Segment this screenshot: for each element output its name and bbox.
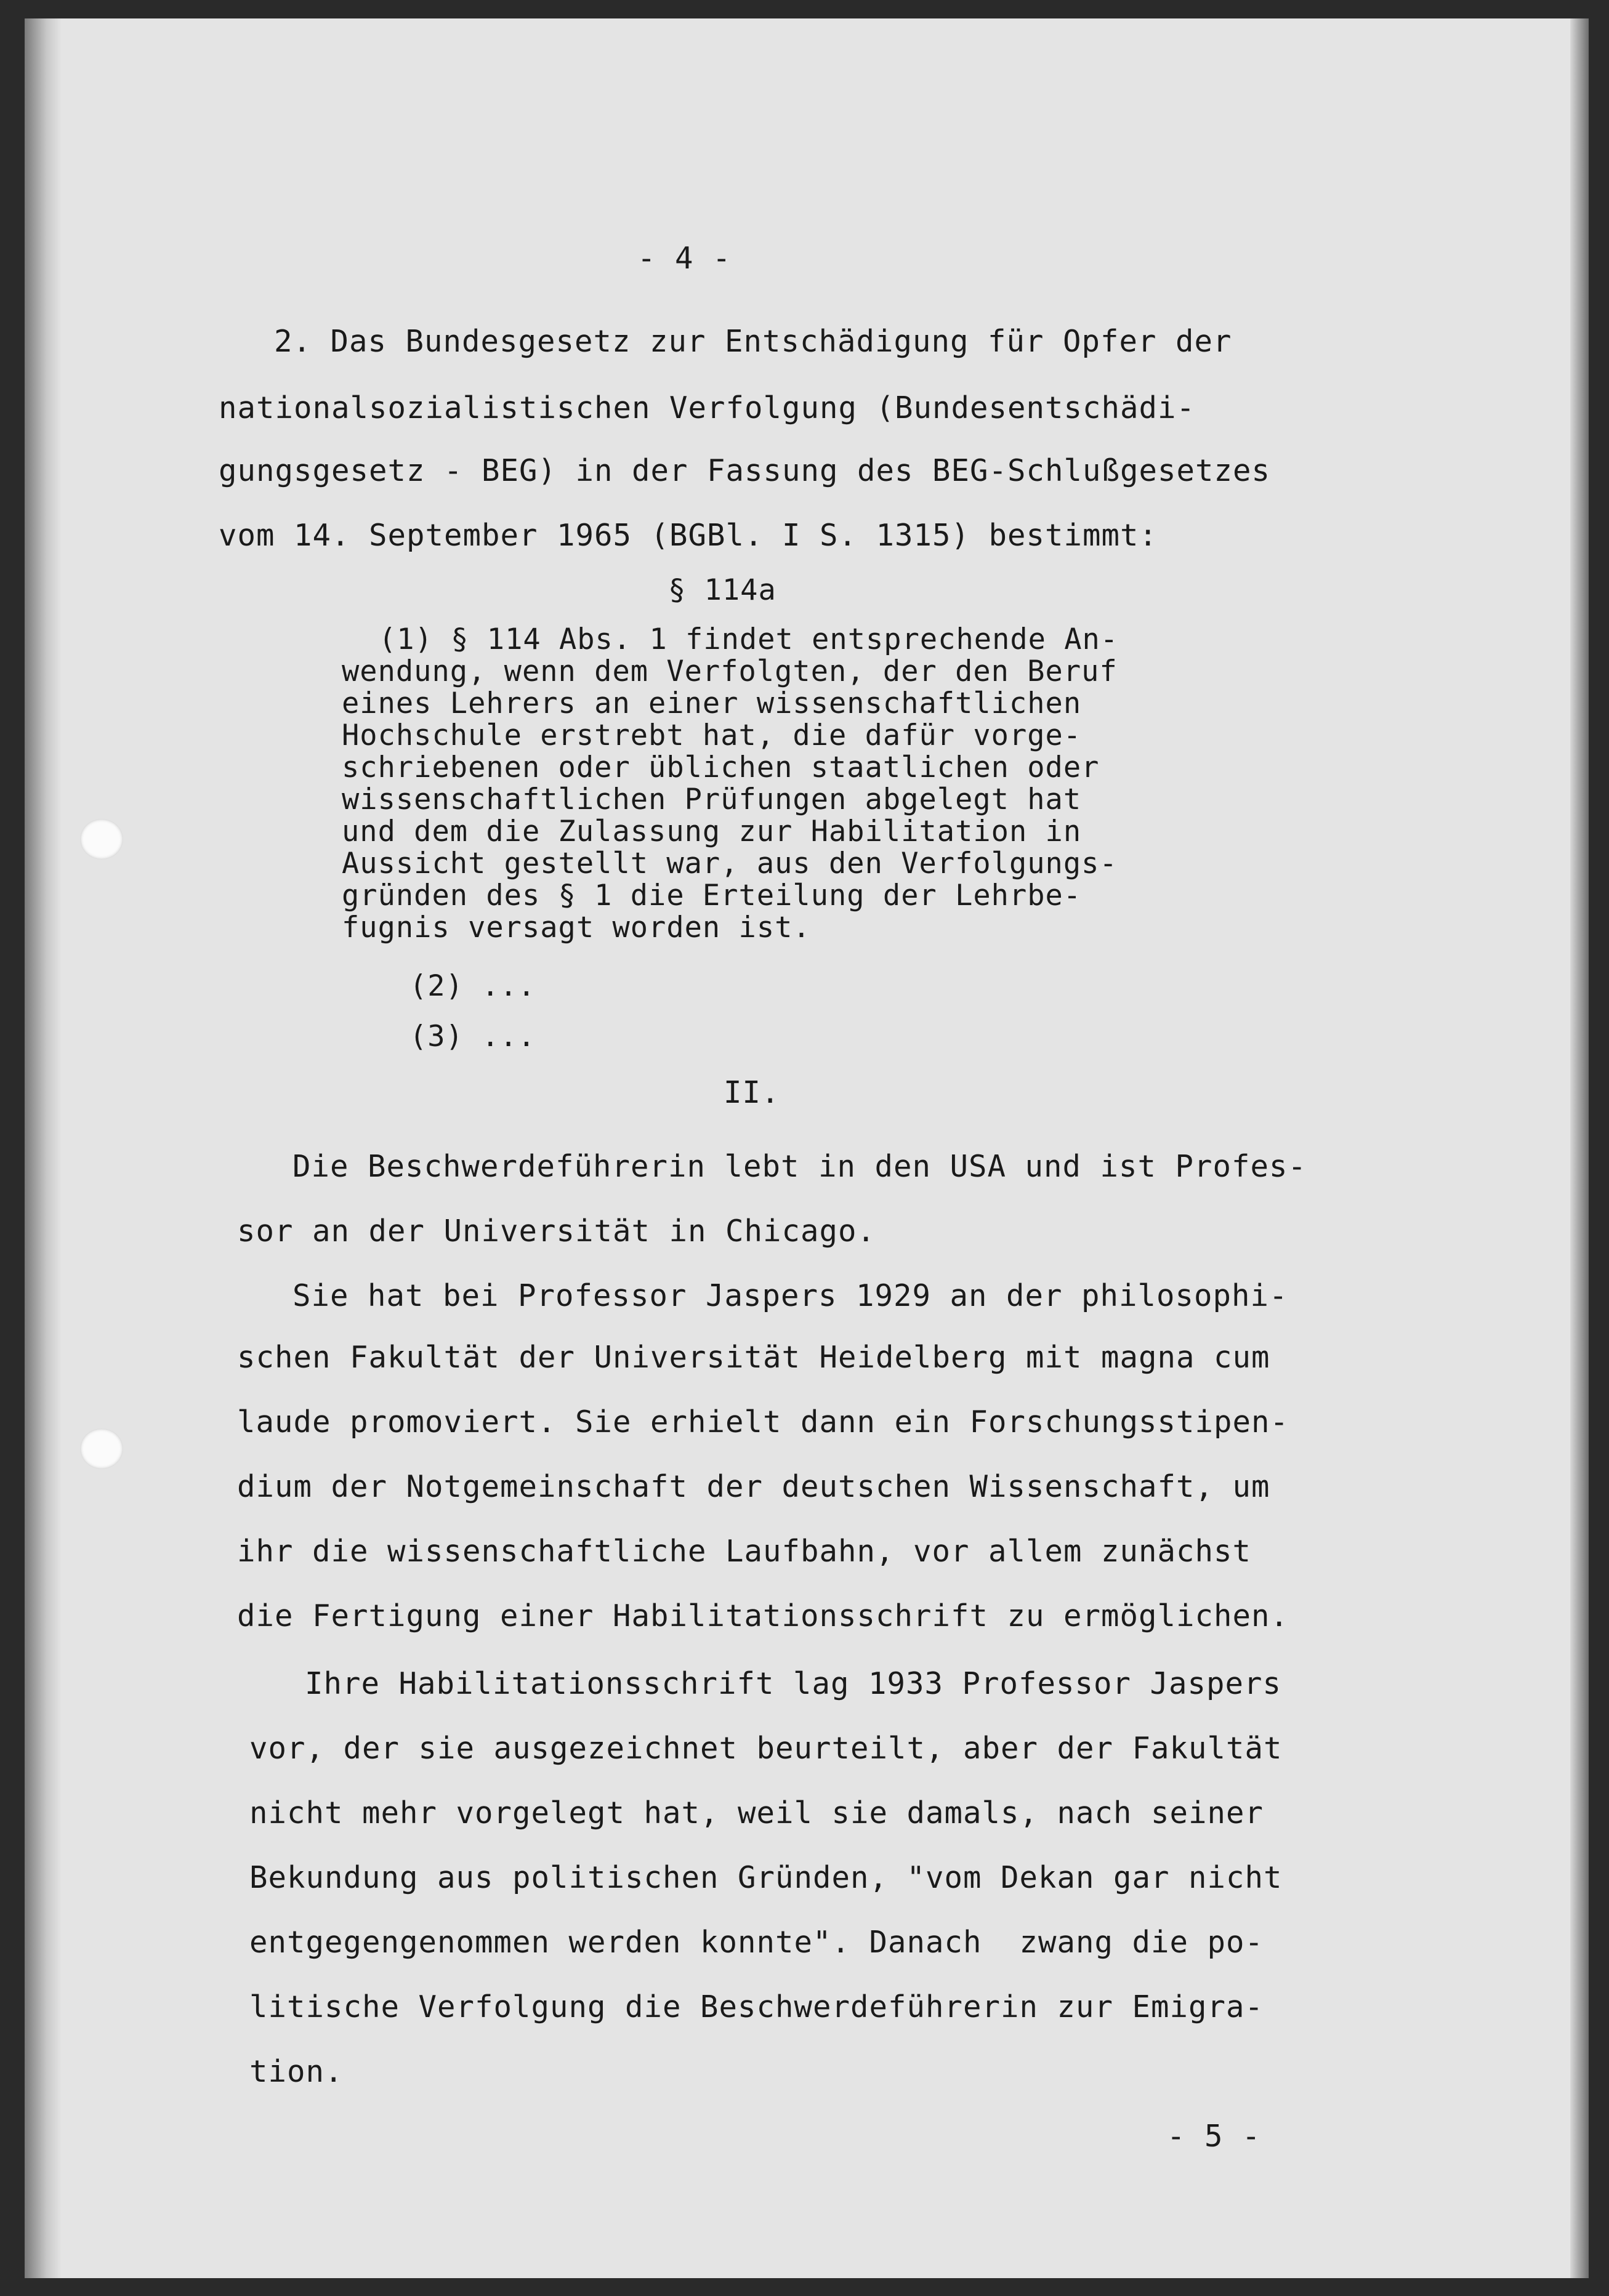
statute-p1-line-3: eines Lehrers an einer wissenschaftlichen xyxy=(342,687,1082,720)
section-ii-c-line-3: nicht mehr vorgelegt hat, weil sie damals, nach seiner xyxy=(249,1795,1264,1831)
statute-p1-line-4: Hochschule erstrebt hat, die dafür vorge- xyxy=(342,719,1082,752)
section-ii-b-line-1: Sie hat bei Professor Jaspers 1929 an der philosophi- xyxy=(292,1278,1288,1313)
statute-p1-line-9: gründen des § 1 die Erteilung der Lehrbe- xyxy=(342,879,1082,912)
section-ii-a-line-1: Die Beschwerdeführerin lebt in den USA und ist Profes- xyxy=(292,1149,1307,1184)
scan-edge-left xyxy=(25,18,62,2278)
statute-p1-line-6: wissenschaftlichen Prüfungen abgelegt hat xyxy=(342,783,1082,816)
scan-edge-right xyxy=(1570,18,1589,2278)
statute-p1-line-1: (1) § 114 Abs. 1 findet entsprechende An- xyxy=(379,622,1119,656)
statute-p3: (3) ... xyxy=(409,1020,536,1053)
section-2-line-2: nationalsozialistischen Verfolgung (Bundesentschädi- xyxy=(219,390,1196,425)
section-ii-heading: II. xyxy=(724,1075,780,1110)
section-ii-c-line-6: litische Verfolgung die Beschwerdeführerin zur Emigra- xyxy=(249,1989,1264,2024)
section-ii-b-line-6: die Fertigung einer Habilitationsschrift zu ermöglichen. xyxy=(237,1598,1289,1633)
statute-heading: § 114a xyxy=(668,573,776,607)
section-ii-c-line-7: tion. xyxy=(249,2054,344,2089)
punch-hole-lower xyxy=(80,1428,123,1469)
section-ii-c-line-4: Bekundung aus politischen Gründen, "vom Dekan gar nicht xyxy=(249,1860,1283,1895)
page-number-top: - 4 - xyxy=(637,241,732,276)
punch-hole-upper xyxy=(80,819,123,860)
statute-p1-line-5: schriebenen oder üblichen staatlichen oder xyxy=(342,751,1100,784)
section-ii-b-line-3: laude promoviert. Sie erhielt dann ein Forschungsstipen- xyxy=(237,1404,1289,1440)
section-ii-b-line-5: ihr die wissenschaftliche Laufbahn, vor allem zunächst xyxy=(237,1534,1252,1569)
statute-p1-line-10: fugnis versagt worden ist. xyxy=(342,911,811,945)
section-ii-b-line-4: dium der Notgemeinschaft der deutschen Wissenschaft, um xyxy=(237,1469,1270,1504)
statute-p2: (2) ... xyxy=(409,969,536,1003)
statute-p1-line-8: Aussicht gestellt war, aus den Verfolgungs- xyxy=(342,847,1118,880)
section-ii-b-line-2: schen Fakultät der Universität Heidelberg mit magna cum xyxy=(237,1340,1270,1375)
page-number-next: - 5 - xyxy=(1167,2119,1261,2154)
section-ii-c-line-5: entgegengenommen werden konnte". Danach zwang die po- xyxy=(249,1925,1264,1960)
statute-p1-line-7: und dem die Zulassung zur Habilitation in xyxy=(342,815,1082,848)
section-2-line-1: 2. Das Bundesgesetz zur Entschädigung für Opfer der xyxy=(274,324,1232,359)
section-2-line-3: gungsgesetz - BEG) in der Fassung des BEG-Schlußgesetzes xyxy=(219,453,1271,488)
statute-p1-line-2: wendung, wenn dem Verfolgten, der den Beruf xyxy=(342,655,1118,688)
section-ii-c-line-2: vor, der sie ausgezeichnet beurteilt, aber der Fakultät xyxy=(249,1731,1283,1766)
section-ii-a-line-2: sor an der Universität in Chicago. xyxy=(237,1214,876,1249)
section-2-line-4: vom 14. September 1965 (BGBl. I S. 1315) bestimmt: xyxy=(219,518,1158,553)
section-ii-c-line-1: Ihre Habilitationsschrift lag 1933 Professor Jaspers xyxy=(305,1666,1282,1701)
document-page xyxy=(25,18,1589,2278)
